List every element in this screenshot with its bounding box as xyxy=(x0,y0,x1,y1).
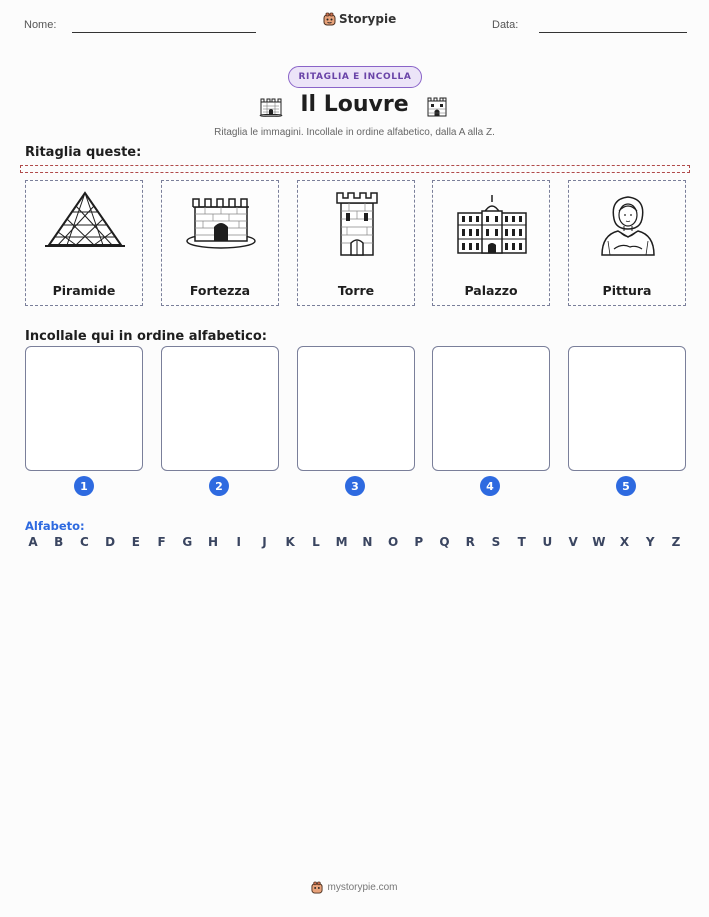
name-label: Nome: xyxy=(24,19,57,31)
cutout-card-fortezza[interactable] xyxy=(161,180,279,306)
cutout-card-pittura[interactable] xyxy=(568,180,686,306)
castle-icon xyxy=(425,95,449,117)
cut-heading: Ritaglia queste: xyxy=(25,145,142,160)
brand-name: Storypie xyxy=(339,12,397,26)
brand-logo xyxy=(323,12,396,26)
pyramid-icon xyxy=(45,189,125,257)
alphabet-letter: Z xyxy=(671,535,681,549)
alphabet-letter: K xyxy=(285,535,295,549)
alphabet-letter: A xyxy=(28,535,38,549)
paste-slot-4[interactable] xyxy=(432,346,550,471)
card-label: Fortezza xyxy=(189,283,251,298)
alphabet-letter: X xyxy=(619,535,630,549)
paste-slot-5[interactable] xyxy=(568,346,686,471)
cutout-card-palazzo[interactable] xyxy=(432,180,550,306)
paste-slot-2[interactable] xyxy=(161,346,279,471)
painting-icon xyxy=(588,189,668,257)
date-label: Data: xyxy=(492,19,519,31)
paste-slot-3[interactable] xyxy=(297,346,415,471)
alphabet-heading: Alfabeto: xyxy=(25,519,85,533)
alphabet-letter: M xyxy=(335,535,348,549)
alphabet-letter: P xyxy=(414,535,424,549)
card-label: Palazzo xyxy=(464,283,518,298)
slot-number-4: 4 xyxy=(480,476,500,496)
storypie-logo-icon xyxy=(323,12,336,26)
paste-heading: Incollale qui in ordine alfabetico: xyxy=(25,329,267,344)
alphabet-letter: Y xyxy=(645,535,655,549)
alphabet-letter: L xyxy=(312,535,320,549)
alphabet-letter: G xyxy=(182,535,193,549)
cut-line xyxy=(20,165,690,173)
alphabet-letter: I xyxy=(236,535,241,549)
alphabet-letter: S xyxy=(491,535,501,549)
alphabet-letter: Q xyxy=(439,535,450,549)
tower-icon xyxy=(317,189,397,257)
date-line[interactable] xyxy=(539,32,687,33)
alphabet-letter: R xyxy=(465,535,475,549)
alphabet-letter: O xyxy=(387,535,399,549)
alphabet-letter: T xyxy=(517,535,526,549)
alphabet-letter: N xyxy=(362,535,373,549)
alphabet-letter: E xyxy=(131,535,140,549)
slot-number-2: 2 xyxy=(209,476,229,496)
paste-slot-1[interactable] xyxy=(25,346,143,471)
cutout-card-piramide[interactable] xyxy=(25,180,143,306)
name-line[interactable] xyxy=(72,32,256,33)
card-label: Pittura xyxy=(602,283,652,298)
fortress-icon xyxy=(181,189,261,257)
alphabet-letter: B xyxy=(54,535,64,549)
alphabet-letter: U xyxy=(542,535,553,549)
cutout-card-torre[interactable] xyxy=(297,180,415,306)
instructions: Ritaglia le immagini. Incollale in ordine alfabetico, dalla A alla Z. xyxy=(214,127,495,138)
page-title: Il Louvre xyxy=(300,92,409,117)
alphabet-letter: W xyxy=(592,535,606,549)
footer-site[interactable]: mystorypie.com xyxy=(327,882,398,893)
card-label: Piramide xyxy=(52,283,116,298)
alphabet-letter: F xyxy=(157,535,166,549)
slot-number-5: 5 xyxy=(616,476,636,496)
alphabet-letter: V xyxy=(568,535,578,549)
alphabet-letter: J xyxy=(262,535,267,549)
alphabet-letter: C xyxy=(80,535,89,549)
alphabet-letter: D xyxy=(105,535,116,549)
palace-icon xyxy=(452,189,532,257)
slot-number-3: 3 xyxy=(345,476,365,496)
storypie-logo-icon xyxy=(311,881,323,894)
alphabet-row xyxy=(26,535,683,549)
slot-number-1: 1 xyxy=(74,476,94,496)
footer xyxy=(0,881,709,894)
alphabet-letter: H xyxy=(208,535,219,549)
card-label: Torre xyxy=(337,283,375,298)
activity-badge: RITAGLIA E INCOLLA xyxy=(288,66,422,88)
